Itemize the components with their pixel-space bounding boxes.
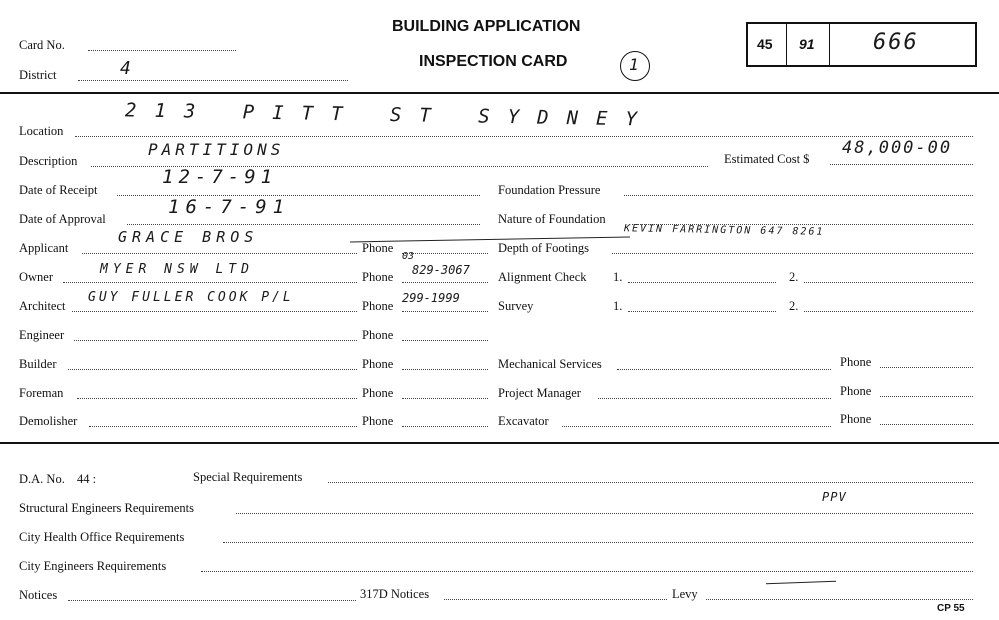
owner-value: MYER NSW LTD [100, 262, 254, 277]
header-rule [0, 92, 999, 94]
da-label: D.A. No. [19, 472, 65, 486]
city-eng-label: City Engineers Requirements [19, 559, 167, 573]
owner-phone-value: 829-3067 [412, 263, 470, 277]
district-value: 4 [120, 58, 134, 79]
depth-footings-line[interactable] [612, 253, 973, 254]
receipt-value: 12-7-91 [162, 166, 278, 188]
alignment-line-1[interactable] [628, 282, 776, 283]
card-code-box [746, 22, 977, 67]
receipt-label: Date of Receipt [19, 183, 98, 197]
structural-note: PPV [822, 490, 847, 504]
structural-label: Structural Engineers Requirements [19, 501, 194, 515]
city-eng-line[interactable] [201, 571, 973, 572]
approval-label: Date of Approval [19, 212, 106, 226]
levy-line[interactable] [706, 599, 973, 600]
project-manager-phone-line[interactable] [880, 396, 973, 397]
demolisher-phone-line[interactable] [402, 426, 488, 427]
title-line2: INSPECTION CARD [419, 53, 568, 70]
code-c: 666 [873, 30, 919, 55]
demolisher-line[interactable] [89, 426, 357, 427]
foreman-line[interactable] [77, 398, 357, 399]
mechanical-phone-label: Phone [840, 355, 872, 369]
applicant-line[interactable] [82, 253, 357, 254]
builder-phone-label: Phone [362, 357, 394, 371]
code-a: 45 [757, 36, 773, 52]
architect-label: Architect [19, 299, 66, 313]
builder-line[interactable] [68, 369, 357, 370]
health-label: City Health Office Requirements [19, 530, 185, 544]
builder-label: Builder [19, 357, 57, 371]
code-divider-1 [786, 24, 787, 65]
foundation-pressure-line[interactable] [624, 195, 973, 196]
architect-phone-label: Phone [362, 299, 394, 313]
da-value: 44 : [77, 472, 97, 486]
circled-number: 1 [629, 55, 639, 74]
applicant-label: Applicant [19, 241, 69, 255]
owner-line[interactable] [63, 282, 357, 283]
notices-line[interactable] [68, 600, 356, 601]
excavator-phone-label: Phone [840, 412, 872, 426]
survey-num-2: 2. [789, 299, 799, 313]
engineer-phone-label: Phone [362, 328, 394, 342]
card-no-label: Card No. [19, 38, 65, 52]
circled-number-badge [620, 51, 650, 81]
code-divider-2 [829, 24, 830, 65]
alignment-num-1: 1. [613, 270, 623, 284]
alignment-line-2[interactable] [804, 282, 973, 283]
structural-line[interactable] [236, 513, 973, 514]
description-label: Description [19, 154, 78, 168]
demolisher-phone-label: Phone [362, 414, 394, 428]
applicant-phone-label: Phone [362, 241, 394, 255]
foreman-label: Foreman [19, 386, 64, 400]
foundation-pressure-label: Foundation Pressure [498, 183, 601, 197]
notices-317d-line[interactable] [444, 599, 667, 600]
owner-phone-line[interactable] [402, 282, 488, 283]
survey-line-2[interactable] [804, 311, 973, 312]
project-manager-label: Project Manager [498, 386, 581, 400]
engineer-phone-line[interactable] [402, 340, 488, 341]
survey-num-1: 1. [613, 299, 623, 313]
title-line1: BUILDING APPLICATION [392, 18, 581, 35]
alignment-label: Alignment Check [498, 270, 587, 284]
foreman-phone-line[interactable] [402, 398, 488, 399]
depth-footings-value: KEVIN FARRINGTON 647 8261 [623, 223, 825, 238]
survey-line-1[interactable] [628, 311, 776, 312]
district-label: District [19, 68, 57, 82]
notices-317d-label: 317D Notices [360, 587, 430, 601]
estimated-cost-label: Estimated Cost $ [724, 152, 810, 166]
excavator-line[interactable] [562, 426, 831, 427]
code-b: 91 [799, 36, 815, 52]
description-value: PARTITIONS [148, 140, 285, 159]
alignment-num-2: 2. [789, 270, 799, 284]
nature-foundation-label: Nature of Foundation [498, 212, 606, 226]
mechanical-phone-line[interactable] [880, 367, 973, 368]
district-line[interactable] [78, 80, 348, 81]
levy-handwritten-stroke [766, 581, 836, 584]
architect-line[interactable] [72, 311, 357, 312]
excavator-phone-line[interactable] [880, 424, 973, 425]
project-manager-line[interactable] [598, 398, 831, 399]
engineer-line[interactable] [74, 340, 357, 341]
special-label: Special Requirements [193, 470, 303, 484]
estimated-cost-line[interactable] [830, 164, 973, 165]
owner-phone-label: Phone [362, 270, 394, 284]
approval-value: 16-7-91 [168, 196, 291, 218]
architect-phone-value: 299-1999 [402, 291, 460, 305]
architect-value: GUY FULLER COOK P/L [88, 290, 294, 305]
card-no-line[interactable] [88, 50, 236, 51]
depth-footings-label: Depth of Footings [498, 241, 589, 255]
demolisher-label: Demolisher [19, 414, 78, 428]
applicant-value: GRACE BROS [118, 228, 259, 246]
estimated-cost-value: 48,000-00 [842, 138, 953, 158]
survey-label: Survey [498, 299, 534, 313]
approval-line[interactable] [127, 224, 480, 225]
project-manager-phone-label: Phone [840, 384, 872, 398]
form-code: CP 55 [937, 603, 965, 614]
engineer-label: Engineer [19, 328, 65, 342]
owner-label: Owner [19, 270, 54, 284]
notices-label: Notices [19, 588, 58, 602]
foreman-phone-label: Phone [362, 386, 394, 400]
health-line[interactable] [223, 542, 973, 543]
special-line[interactable] [328, 482, 973, 483]
architect-phone-line[interactable] [402, 311, 488, 312]
location-label: Location [19, 124, 64, 138]
location-line[interactable] [75, 136, 973, 137]
excavator-label: Excavator [498, 414, 549, 428]
owner-phone-prefix: 03 [402, 251, 415, 262]
builder-phone-line[interactable] [402, 369, 488, 370]
mid-rule [0, 442, 999, 444]
levy-label: Levy [672, 587, 698, 601]
mechanical-line[interactable] [617, 369, 831, 370]
applicant-phone-line[interactable] [402, 253, 488, 254]
mechanical-label: Mechanical Services [498, 357, 602, 371]
location-value: 213 PITT ST SYDNEY [124, 99, 656, 131]
